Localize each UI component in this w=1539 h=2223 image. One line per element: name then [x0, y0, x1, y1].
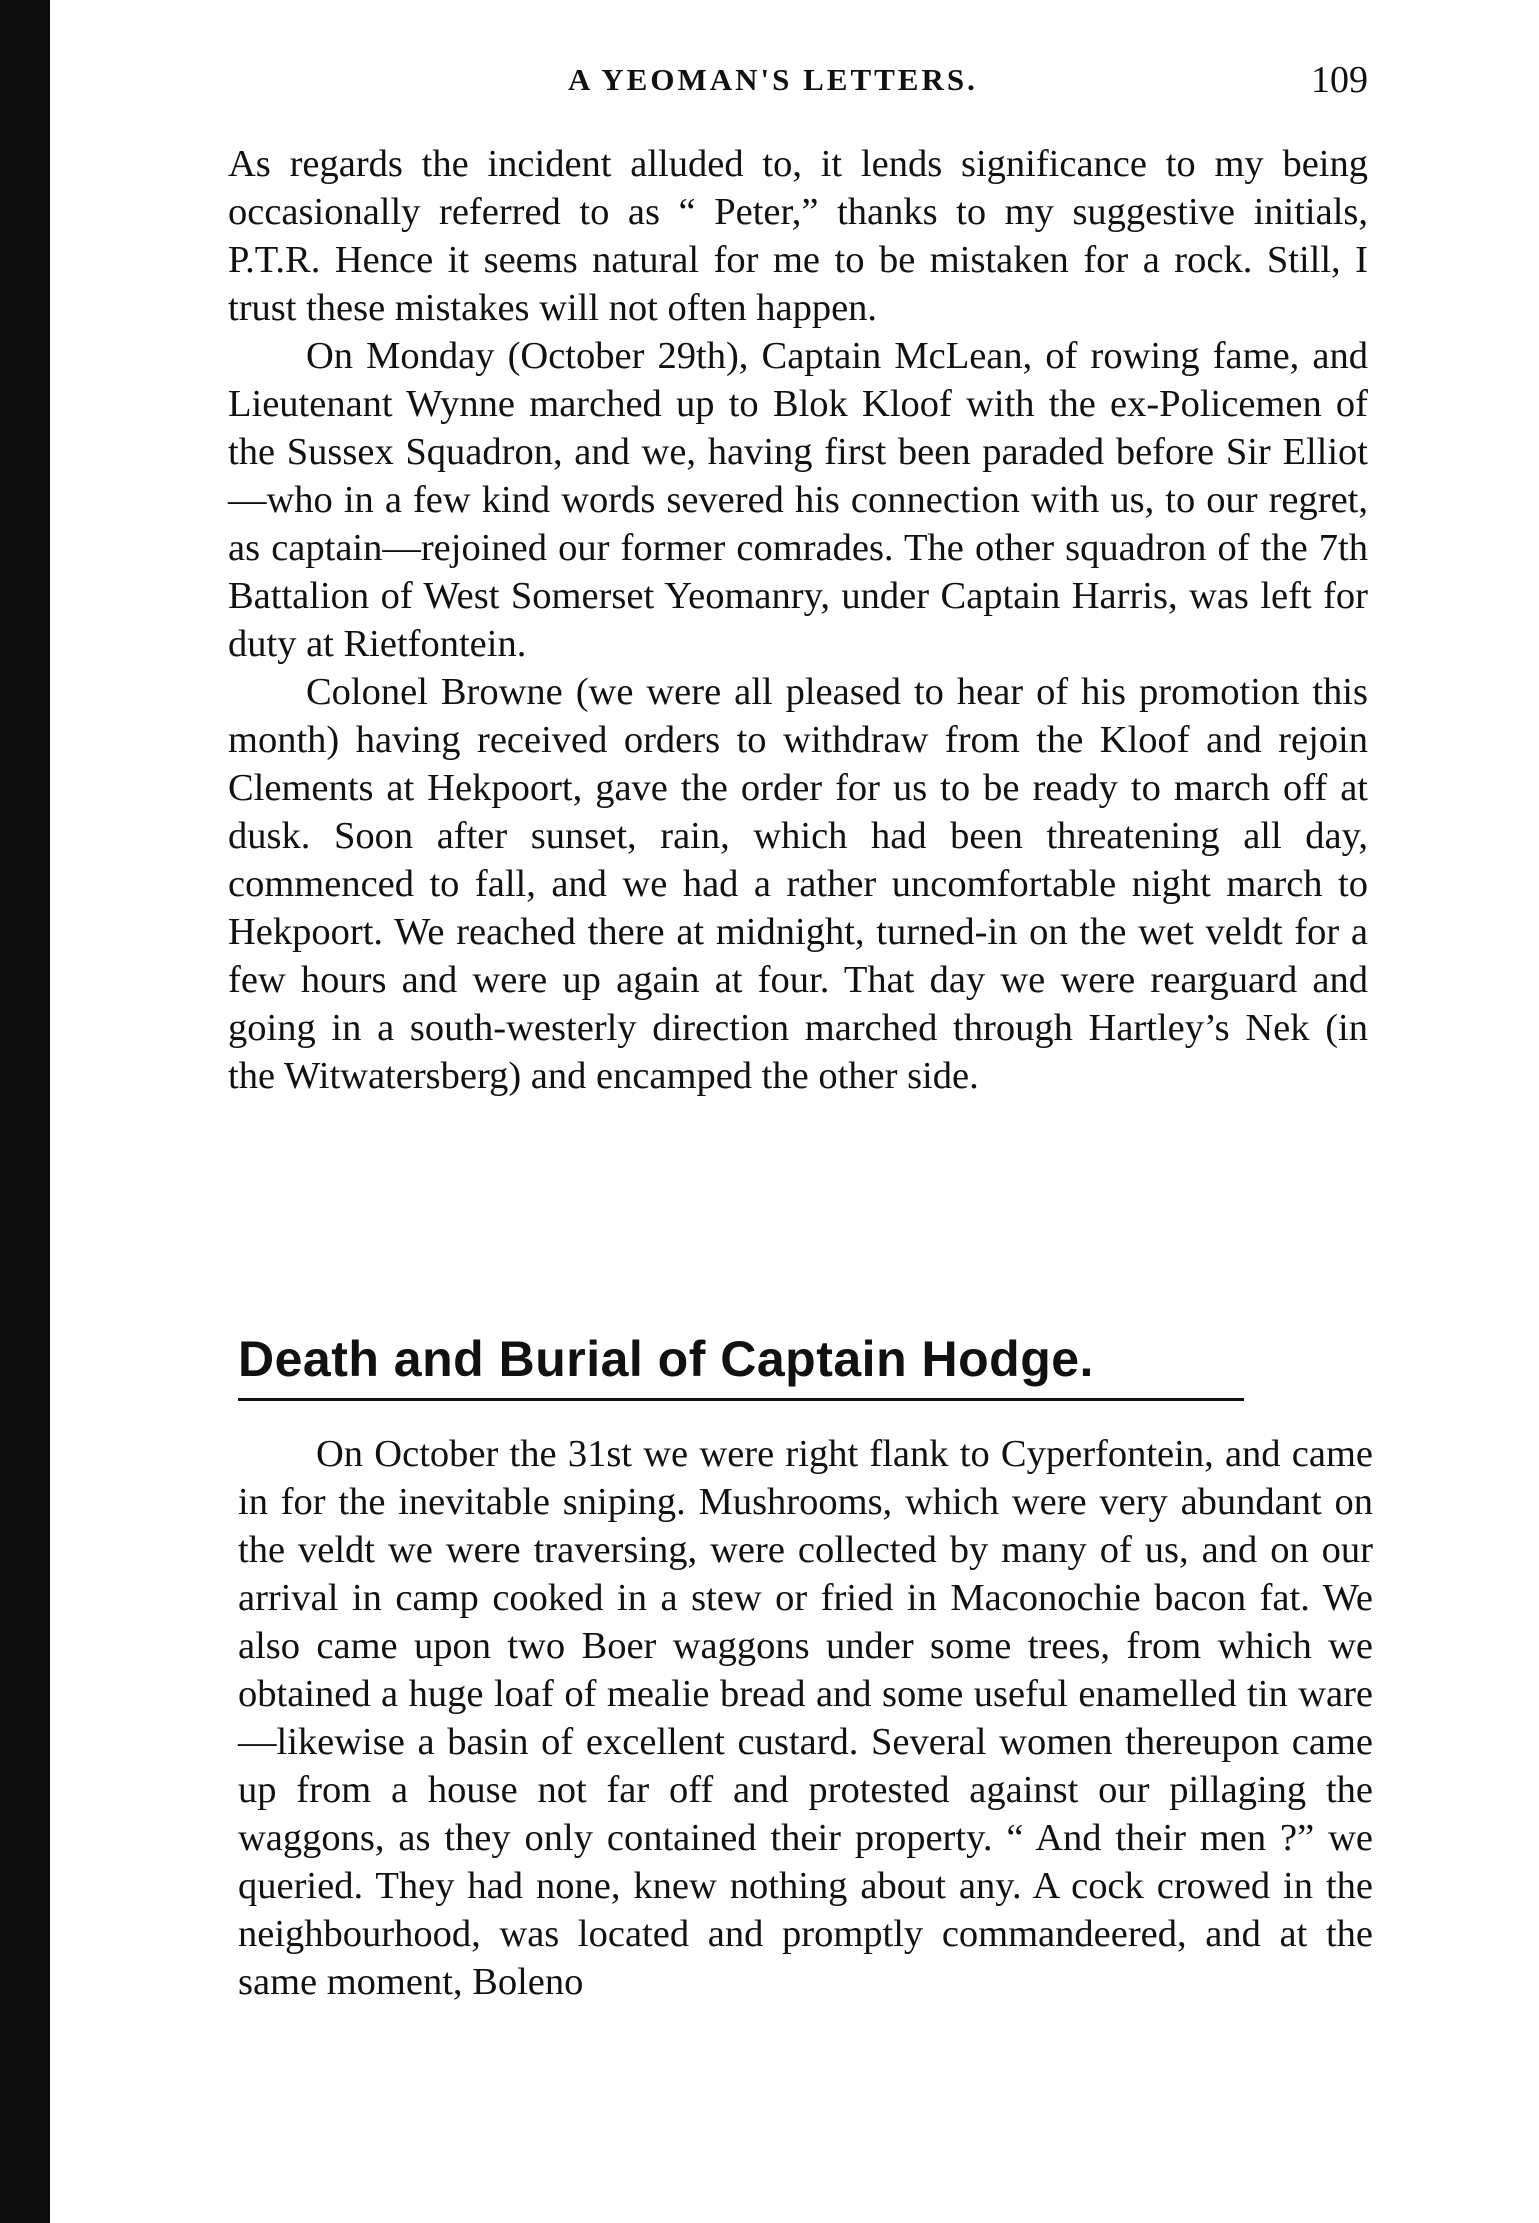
heading-underline [238, 1398, 1244, 1401]
page-binding-edge [0, 0, 50, 2223]
paragraph: On October the 31st we were right flank to Cyperfontein, and came in for the inevitable sniping. Mushrooms, which were very abundant on the veldt we were traversing, were collected by many of us, and on our arrival in camp cooked in a stew or fried in Maconochie bacon fat. We also came upon two Boer waggons under some trees, from which we obtained a huge loaf of mealie bread and some useful enamelled tin ware—likewise a basin of excellent custard. Several women thereupon came up from a house not far off and protested against our pillaging the waggons, as they only contained their property. “ And their men ?” we queried. They had none, knew nothing about any. A cock crowed in the neighbourhood, was located and promptly commandeered, and at the same moment, Boleno [238, 1433, 1373, 2003]
body-text-section-2 [238, 1430, 1373, 2006]
paragraph: On Monday (October 29th), Captain McLean, of rowing fame, and Lieutenant Wynne marched up to Blok Kloof with the ex-Policemen of the Sussex Squadron, and we, having first been paraded before Sir Elliot—who in a few kind words severed his connection with us, to our regret, as captain—rejoined our former comrades. The other squadron of the 7th Battalion of West Somerset Yeomanry, under Captain Harris, was left for duty at Rietfontein. [228, 335, 1368, 665]
paragraph: As regards the incident alluded to, it lends significance to my being occasionally referred to as “ Peter,” thanks to my suggestive initials, P.T.R. Hence it seems natural for me to be mistaken for a rock. Still, I trust these mistakes will not often happen. [228, 143, 1368, 329]
running-head [228, 52, 1368, 122]
page-number: 109 [1311, 59, 1368, 101]
running-head-title: A YEOMAN'S LETTERS. [568, 62, 978, 97]
section-heading: Death and Burial of Captain Hodge. [238, 1331, 1094, 1387]
paragraph: Colonel Browne (we were all pleased to hear of his promotion this month) having received orders to withdraw from the Kloof and rejoin Clements at Hekpoort, gave the order for us to be ready to march off at dusk. Soon after sunset, rain, which had been threatening all day, commenced to fall, and we had a rather uncomfortable night march to Hekpoort. We reached there at midnight, turned-in on the wet veldt for a few hours and were up again at four. That day we were rearguard and going in a south-westerly direction marched through Hartley’s Nek (in the Witwatersberg) and encamped the other side. [228, 671, 1368, 1097]
body-text-section-1 [228, 140, 1368, 1100]
